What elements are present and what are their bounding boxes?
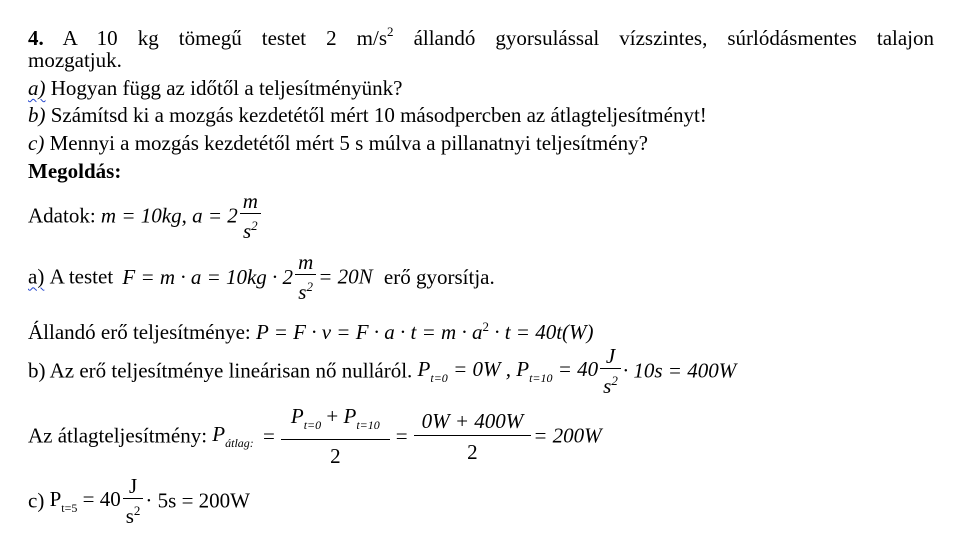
unit-s: s <box>242 219 252 243</box>
force-unit-fraction <box>295 251 316 303</box>
problem-statement-start: A 10 kg tömegű testet 2 m/s <box>62 26 388 50</box>
p-t5-value: = 40 <box>82 486 121 511</box>
avg-result: = 200W <box>533 423 602 448</box>
problem-line-2: mozgatjuk. <box>28 48 122 72</box>
avg-fraction-2 <box>414 410 532 463</box>
const-power-text: Állandó erő teljesítménye: <box>28 320 251 344</box>
question-b <box>28 103 707 127</box>
data-label: Adatok: <box>28 203 96 228</box>
const-power-exp: 2 <box>482 319 489 334</box>
avg-num-plus: + <box>326 404 339 428</box>
part-b-line <box>28 345 736 397</box>
avg-eq-1: = <box>263 423 275 448</box>
part-c-line <box>28 475 250 527</box>
avg-num-2: 0W + 400W <box>414 410 532 436</box>
unit-fraction-ms2 <box>240 190 261 242</box>
force-unit-m: m <box>295 251 316 275</box>
avg-label: Az átlagteljesítmény: <box>28 423 208 448</box>
const-power-tail: · t = 40t(W) <box>494 320 594 344</box>
avg-den-1: 2 <box>330 444 341 468</box>
question-c-text: Mennyi a mozgás kezdetétől mért 5 s múlva a pillanatnyi teljesítmény? <box>49 131 648 155</box>
question-a-text: Hogyan függ az időtől a teljesítményünk? <box>50 76 403 100</box>
part-a-text: A testet <box>49 264 114 289</box>
p-t10: P <box>516 356 530 381</box>
problem-statement-rest: állandó gyorsulással vízszintes, súrlódásmentes talajon <box>413 26 935 50</box>
solution-heading <box>28 159 121 183</box>
p-t10-unit-fraction <box>600 345 621 397</box>
avg-num-p1: P <box>290 404 304 428</box>
question-b-text: Számítsd ki a mozgás kezdetétől mért 10 másodpercben az átlagteljesítményt! <box>50 103 707 127</box>
mass-expr: m = 10kg <box>100 203 182 228</box>
avg-den-2: 2 <box>467 439 478 464</box>
question-a <box>28 76 402 100</box>
p-t0-value: = 0W , <box>453 356 511 381</box>
question-c-label: c) <box>28 131 45 155</box>
force-tail: erő gyorsítja. <box>383 264 495 289</box>
problem-number: 4. <box>28 26 44 50</box>
p-t5-tail: · 5s = 200W <box>145 488 250 513</box>
force-unit-s: s <box>298 280 307 304</box>
avg-power-line <box>28 405 602 467</box>
const-power-line <box>28 315 594 344</box>
p-t0-sub: t=0 <box>430 370 448 385</box>
p-t10-unit-j: J <box>600 345 621 369</box>
avg-eq-2: = <box>395 423 408 448</box>
p-t5-unit-exp: 2 <box>133 503 141 518</box>
question-c <box>28 131 648 155</box>
p-t5-unit-j: J <box>123 475 144 499</box>
p-t5-sub: t=5 <box>61 500 78 515</box>
solution-heading-text: Megoldás: <box>28 159 122 183</box>
const-power-expr: P = F · v = F · a · t = m · a <box>256 320 483 344</box>
p-t10-tail: · 10s = 400W <box>622 358 737 383</box>
p-t10-value: = 40 <box>557 356 599 381</box>
question-b-label: b) <box>28 103 46 127</box>
p-t0: P <box>417 356 431 381</box>
unit-m: m <box>240 190 261 214</box>
accel-expr: a = 2 <box>192 203 238 228</box>
avg-num-p2-sub: t=10 <box>356 418 380 432</box>
part-b-text: b) Az erő teljesítménye lineárisan nő nulláról. <box>28 358 413 383</box>
part-a-line <box>28 251 495 303</box>
p-t5-unit-s: s <box>125 504 134 528</box>
avg-num-p2: P <box>343 404 357 428</box>
force-result: = 20N <box>318 264 373 289</box>
problem-line-1 <box>28 20 934 50</box>
data-line: Adatok: m = 10kg, a = 2 $\frac{m}{s^2}$ <box>28 190 263 242</box>
p-t5-unit-fraction <box>123 475 144 527</box>
p-avg-sub: átlag: <box>225 435 254 450</box>
p-t10-unit-s: s <box>603 374 612 398</box>
unit-exp: 2 <box>251 218 258 233</box>
force-expr: F = m · a = 10kg · 2 <box>122 264 294 289</box>
avg-fraction-1 <box>281 405 390 467</box>
avg-num-p1-sub: t=0 <box>303 418 322 432</box>
part-c-label: c) <box>28 488 45 513</box>
p-t5: P <box>49 486 62 511</box>
force-unit-exp: 2 <box>306 279 313 294</box>
part-a-label: a) <box>28 264 45 289</box>
problem-statement-exponent: 2 <box>387 24 394 39</box>
p-t10-unit-exp: 2 <box>611 373 618 388</box>
question-a-label: a) <box>28 76 46 100</box>
p-t10-sub: t=10 <box>529 370 553 385</box>
p-avg: P <box>212 421 226 446</box>
